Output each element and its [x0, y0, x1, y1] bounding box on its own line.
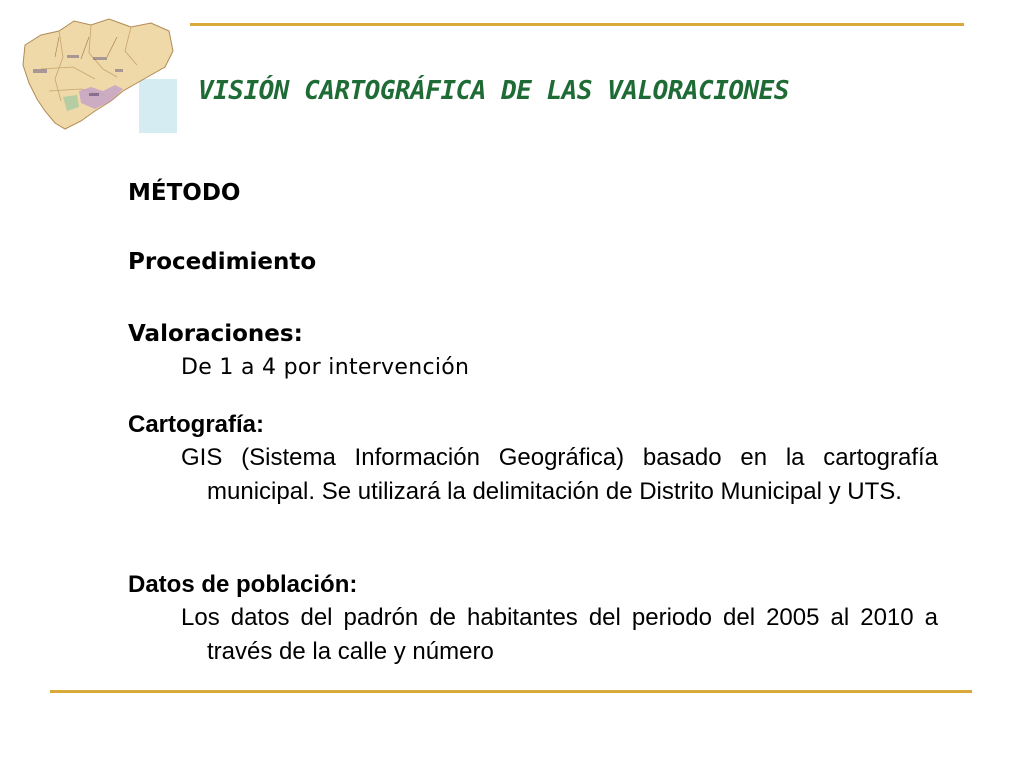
- page-title: VISIÓN CARTOGRÁFICA DE LAS VALORACIONES: [198, 76, 789, 106]
- procedure-heading: Procedimiento: [128, 249, 317, 275]
- cartography-section: [128, 408, 938, 509]
- population-text: Los datos del padrón de habitantes del periodo del 2005 al 2010 a través de la calle y número: [181, 604, 938, 665]
- top-divider: [190, 23, 964, 26]
- valuations-section: [128, 318, 938, 385]
- malaga-map-logo-icon: [19, 17, 177, 133]
- method-heading: MÉTODO: [128, 180, 241, 206]
- population-section: [128, 568, 938, 669]
- valuations-heading: Valoraciones:: [128, 321, 303, 347]
- bottom-divider: [50, 690, 972, 693]
- cartography-text: GIS (Sistema Información Geográfica) basado en la cartografía municipal. Se utilizará la delimitación de Distrito Municipal y UTS.: [181, 444, 938, 505]
- population-heading: Datos de población:: [128, 571, 358, 598]
- cartography-heading: Cartografía:: [128, 411, 265, 438]
- valuations-text: De 1 a 4 por intervención: [181, 355, 470, 380]
